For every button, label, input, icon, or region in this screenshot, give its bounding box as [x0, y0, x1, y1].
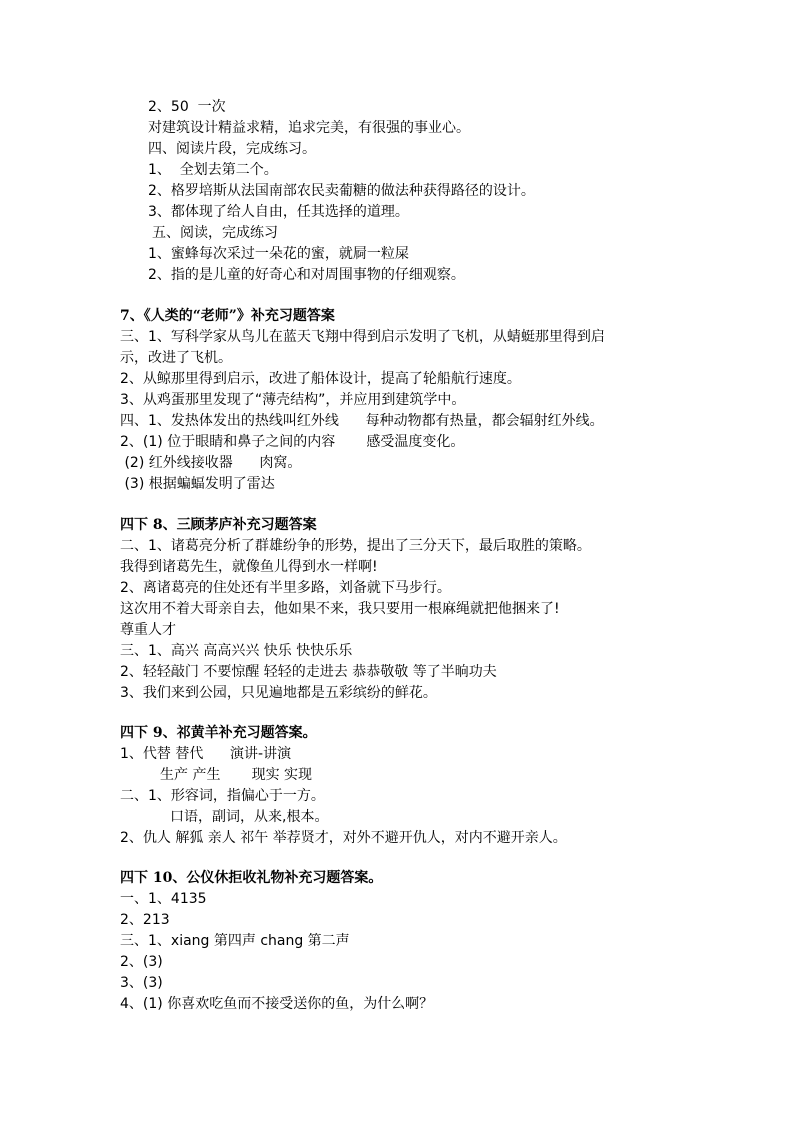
- text-line: 2、格罗培斯从法国南部农民卖葡糖的做法种获得路径的设计。: [148, 183, 535, 199]
- text-line: 三、1、写科学家从鸟儿在蓝天飞翔中得到启示发明了飞机，从蜻蜓那里得到启: [120, 329, 605, 345]
- text-line: (3) 根据蝙蝠发明了雷达: [120, 476, 275, 492]
- text-line: 2、仇人 解狐 亲人 祁午 举荐贤才，对外不避开仇人，对内不避开亲人。: [120, 830, 567, 846]
- text-line: 2、指的是儿童的好奇心和对周围事物的仔细观察。: [148, 267, 465, 283]
- text-line: 五、阅读，完成练习: [152, 225, 278, 241]
- text-line: 2、213: [120, 912, 170, 928]
- text-line: 三、1、高兴 高高兴兴 快乐 快快乐乐: [120, 643, 353, 659]
- section-heading: 四下 8、三顾茅庐补充习题答案: [120, 517, 317, 533]
- text-line: 2、从鲸那里得到启示，改进了船体设计，提高了轮船航行速度。: [120, 371, 521, 387]
- text-line: 四、1、发热体发出的热线叫红外线 每种动物都有热量，都会辐射红外线。: [120, 413, 604, 429]
- text-line: 4、(1) 你喜欢吃鱼而不接受送你的鱼，为什么啊？: [120, 996, 434, 1012]
- text-line: 1、蜜蜂每次采过一朵花的蜜，就屙一粒屎: [148, 246, 409, 262]
- text-line: 2、轻轻敲门 不要惊醒 轻轻的走进去 恭恭敬敬 等了半晌功夫: [120, 664, 497, 680]
- section-heading: 四下 9、祁黄羊补充习题答案。: [120, 725, 317, 741]
- text-line: 二、1、诸葛亮分析了群雄纷争的形势，提出了三分天下，最后取胜的策略。: [120, 538, 591, 554]
- text-line: 示，改进了飞机。: [120, 350, 232, 366]
- text-line: 1、代替 替代 演讲-讲演: [120, 746, 292, 762]
- text-line: 二、1、形容词，指偏心于一方。: [120, 788, 325, 804]
- text-line: 生产 产生 现实 实现: [160, 767, 313, 783]
- text-line: 3、我们来到公园，只见遍地都是五彩缤纷的鲜花。: [120, 685, 437, 701]
- text-line: 2、(1) 位于眼睛和鼻子之间的内容 感受温度变化。: [120, 434, 465, 450]
- section-heading: 四下 10、公仪休拒收礼物补充习题答案。: [120, 870, 383, 886]
- section-heading: 7、《人类的“老师”》补充习题答案: [120, 308, 335, 324]
- text-line: 3、从鸡蛋那里发现了“薄壳结构”，并应用到建筑学中。: [120, 392, 466, 408]
- text-line: 三、1、xiang 第四声 chang 第二声: [120, 933, 350, 949]
- text-line: 3、(3): [120, 975, 163, 991]
- text-line: 这次用不着大哥亲自去，他如果不来，我只要用一根麻绳就把他捆来了!: [120, 601, 560, 617]
- text-line: 我得到诸葛先生，就像鱼儿得到水一样啊!: [120, 559, 378, 575]
- text-line: 四、阅读片段，完成练习。: [148, 141, 316, 157]
- text-line: 2、(3): [120, 954, 163, 970]
- text-line: (2) 红外线接收器 肉窝。: [120, 455, 302, 471]
- text-line: 一、1、4135: [120, 891, 207, 907]
- text-line: 尊重人才: [120, 622, 176, 638]
- text-line: 2、离诸葛亮的住处还有半里多路，刘备就下马步行。: [120, 580, 451, 596]
- text-line: 口语，副词，从来,根本。: [170, 809, 329, 825]
- text-line: 3、都体现了给人自由，任其选择的道理。: [148, 204, 409, 220]
- text-line: 2、50 一次: [148, 99, 226, 115]
- text-line: 1、 全划去第二个。: [148, 162, 278, 178]
- text-line: 对建筑设计精益求精，追求完美，有很强的事业心。: [148, 120, 470, 136]
